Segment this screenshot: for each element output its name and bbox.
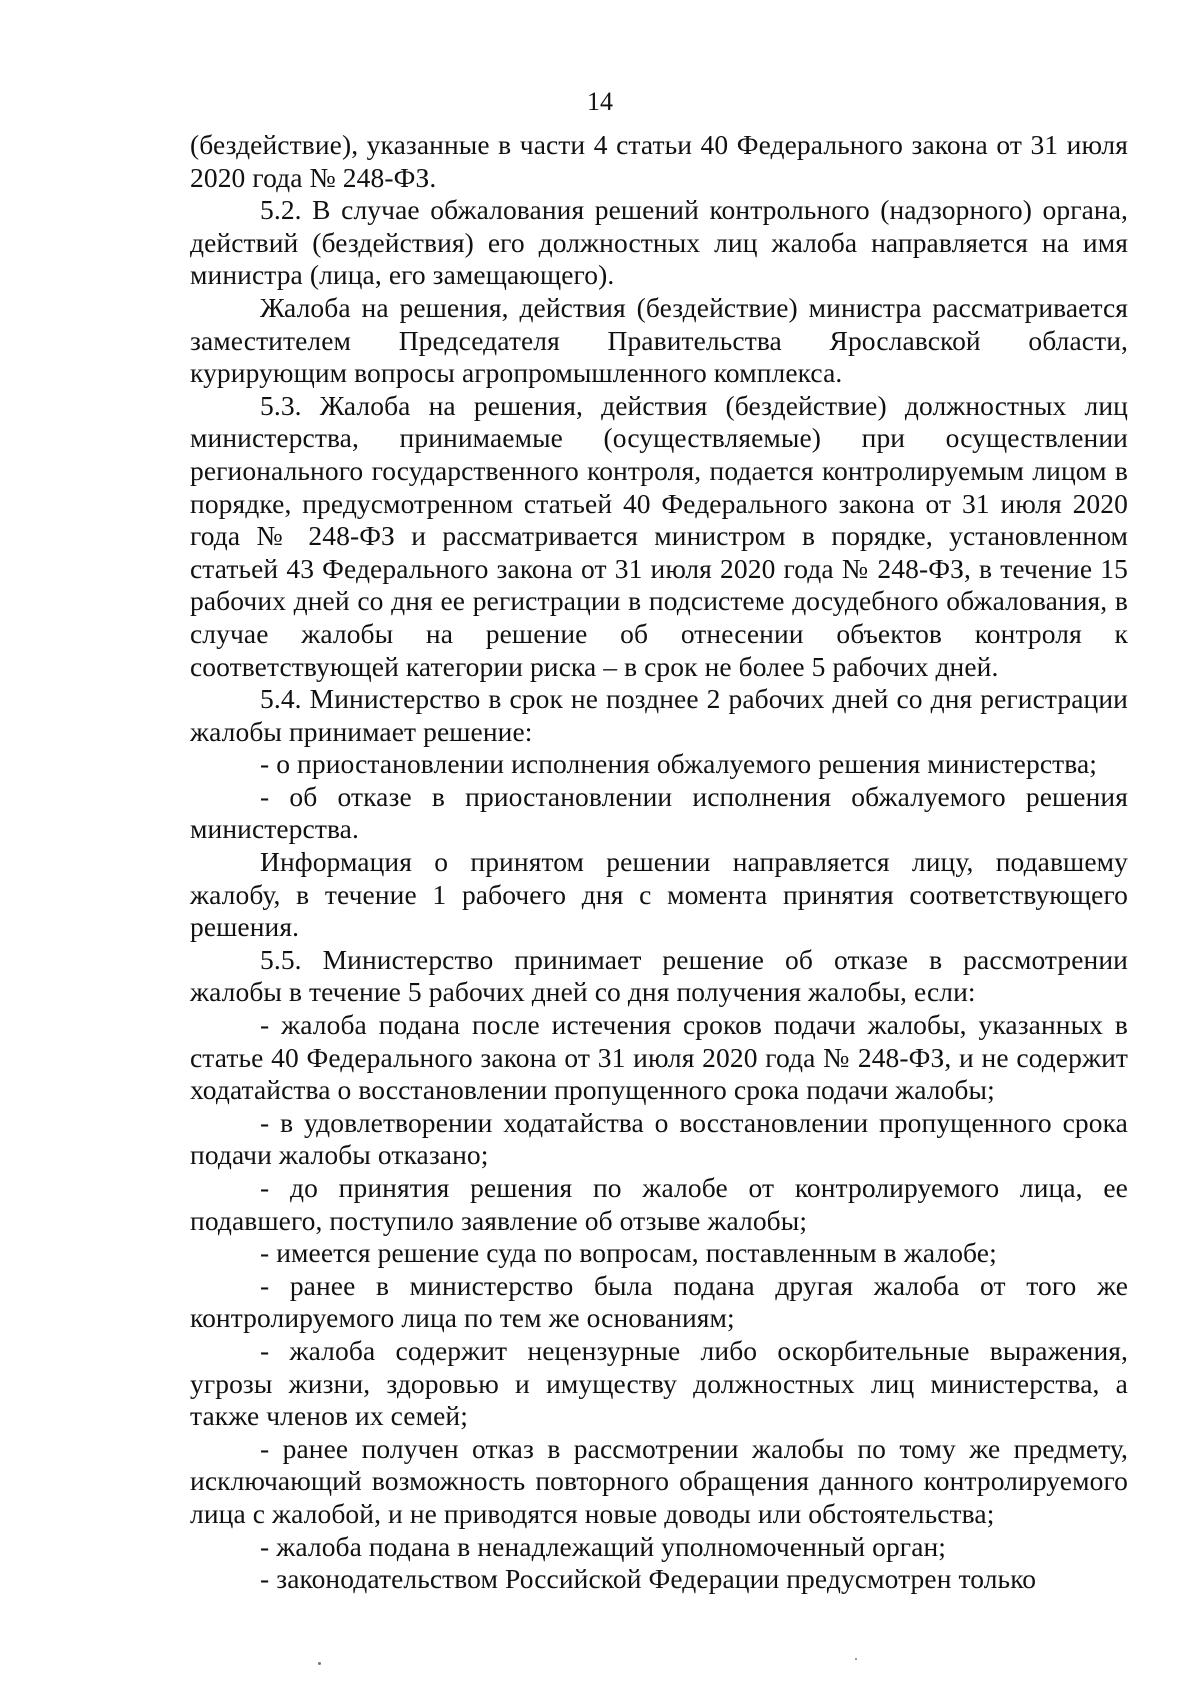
paragraph: 5.2. В случае обжалования решений контрольного (надзорного) органа, действий (бездействия) его должностных лиц жалоба направляется на имя министра (лица, его замещающего). xyxy=(190,194,1128,291)
paragraph: - жалоба содержит нецензурные либо оскорбительные выражения, угрозы жизни, здоровью и имуществу должностных лиц министерства, а также членов их семей; xyxy=(190,1334,1128,1432)
document-body xyxy=(190,129,1128,1596)
paragraph: (бездействие), указанные в части 4 статьи 40 Федерального закона от 31 июля 2020 года № 248-ФЗ. xyxy=(190,129,1128,193)
paragraph: - ранее получен отказ в рассмотрении жалобы по тому же предмету, исключающий возможность повторного обращения данного контролируемого лица с жалобой, и не приводятся новые доводы или обстоятельства; xyxy=(190,1432,1128,1529)
paragraph: - о приостановлении исполнения обжалуемого решения министерства; xyxy=(260,748,1098,780)
scan-speck xyxy=(855,1658,857,1660)
paragraph: - ранее в министерство была подана другая жалоба от того же контролируемого лица по тем же основаниям; xyxy=(190,1269,1128,1334)
paragraph: 5.3. Жалоба на решения, действия (бездействие) должностных лиц министерства, принимаемые (осуществляемые) при осуществлении регионального государственного контроля, подается контролируемым лицом в порядке, предусмотренном статьей 40 Федерального закона от 31 июля 2020 года № 248-ФЗ и рассматривается министром в порядке, установленном статьей 43 Федерального закона от 31 июля 2020 года № 248-ФЗ, в течение 15 рабочих дней со дня ее регистрации в подсистеме досудебного обжалования, в случае жалобы на решение об отнесении объектов контроля к соответствующей категории риска – в срок не более 5 рабочих дней. xyxy=(190,389,1128,682)
paragraph: - имеется решение суда по вопросам, поставленным в жалобе; xyxy=(260,1237,997,1269)
paragraph: 5.4. Министерство в срок не позднее 2 рабочих дней со дня регистрации жалобы принимает решение: xyxy=(190,683,1128,747)
paragraph: Жалоба на решения, действия (бездействие) министра рассматривается заместителем Председателя Правительства Ярославской области, курирующим вопросы агропромышленного комплекса. xyxy=(190,291,1128,389)
paragraph: - жалоба подана после истечения сроков подачи жалобы, указанных в статье 40 Федерального закона от 31 июля 2020 года № 248-ФЗ, и не содержит ходатайства о восстановлении пропущенного срока подачи жалобы; xyxy=(190,1009,1128,1106)
paragraph: - до принятия решения по жалобе от контролируемого лица, ее подавшего, поступило заявление об отзыве жалобы; xyxy=(190,1172,1128,1236)
paragraph: - жалоба подана в ненадлежащий уполномоченный орган; xyxy=(260,1530,947,1562)
scan-speck xyxy=(318,1662,321,1665)
paragraph: Информация о принятом решении направляется лицу, подавшему жалобу, в течение 1 рабочего дня с момента принятия соответствующего решения. xyxy=(190,846,1128,943)
paragraph: - законодательством Российской Федерации предусмотрен только xyxy=(260,1563,1037,1595)
paragraph: - об отказе в приостановлении исполнения обжалуемого решения министерства. xyxy=(190,780,1128,845)
page-number: 14 xyxy=(587,87,613,116)
paragraph: 5.5. Министерство принимает решение об отказе в рассмотрении жалобы в течение 5 рабочих дней со дня получения жалобы, если: xyxy=(190,943,1128,1008)
paragraph: - в удовлетворении ходатайства о восстановлении пропущенного срока подачи жалобы отказано; xyxy=(190,1106,1128,1171)
